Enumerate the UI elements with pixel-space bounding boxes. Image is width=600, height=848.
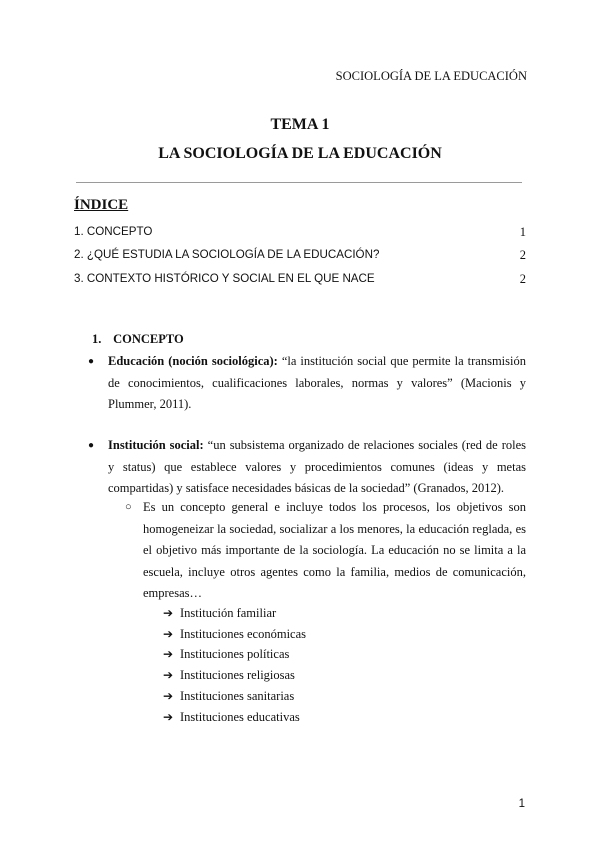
bullet-dot-icon: ● [88, 440, 95, 451]
sub-bullet [125, 497, 526, 605]
running-header: SOCIOLOGÍA DE LA EDUCACIÓN [335, 69, 527, 83]
section-title: CONCEPTO [113, 332, 184, 346]
toc-entry[interactable] [74, 248, 526, 263]
list-item-label: Instituciones sanitarias [180, 688, 295, 703]
toc-entry-page: 1 [519, 225, 526, 239]
page-number: 1 [518, 798, 525, 810]
sub-bullet-text: Es un concepto general e incluye todos los procesos, los objetivos son homogeneizar la sociedad, socializar a los menores, la educación reglada, es el objetivo más importante de la sociología. La educación no se limita a la escuela, incluye otros agentes como la familia, medios de comunicación, empresas… [143, 500, 526, 600]
arrow-right-icon: ➔ [163, 626, 174, 641]
arrow-right-icon: ➔ [163, 606, 174, 620]
institution-list [163, 603, 306, 727]
definition-bullet [88, 351, 526, 416]
definition-text: “un subsistema organizado de relaciones sociales (red de roles y status) que establece valores y procedimientos comunes (ideas y metas compartidas) y satisface necesidades básicas de la sociedad” (Granados, 2012). [108, 438, 526, 495]
arrow-right-icon: ➔ [163, 688, 174, 703]
list-item [163, 686, 306, 707]
document-subtitle: LA SOCIOLOGÍA DE LA EDUCACIÓN [158, 145, 442, 162]
toc-entry-page: 2 [519, 272, 526, 286]
toc-entry-page: 2 [519, 248, 526, 262]
bullet-circle-icon: ○ [125, 501, 132, 513]
list-item-label: Instituciones políticas [180, 647, 290, 662]
toc-entry-label: 1. CONCEPTO [74, 225, 153, 238]
bullet-dot-icon: ● [88, 356, 95, 367]
definition-bullet [88, 435, 526, 500]
definition-term: Institución social: [108, 438, 204, 452]
section-number: 1. [92, 332, 102, 346]
list-item-label: Institución familiar [180, 606, 277, 620]
toc-entry[interactable] [74, 225, 526, 240]
arrow-right-icon: ➔ [163, 709, 174, 724]
list-item [163, 707, 306, 728]
list-item-label: Instituciones educativas [180, 709, 300, 724]
arrow-right-icon: ➔ [163, 647, 174, 662]
arrow-right-icon: ➔ [163, 668, 174, 683]
list-item [163, 624, 306, 645]
list-item-label: Instituciones religiosas [180, 668, 295, 683]
list-item [163, 665, 306, 686]
toc-entry-label: 2. ¿QUÉ ESTUDIA LA SOCIOLOGÍA DE LA EDUCACIÓN? [74, 248, 380, 261]
index-heading: ÍNDICE [74, 197, 129, 213]
horizontal-divider [76, 182, 522, 183]
definition-term: Educación (noción sociológica): [108, 354, 278, 368]
toc-entry-label: 3. CONTEXTO HISTÓRICO Y SOCIAL EN EL QUE NACE [74, 272, 375, 285]
definition-text: “la institución social que permite la transmisión de conocimientos, cualificaciones laborales, normas y valores” (Macionis y Plummer, 2011). [108, 354, 526, 411]
toc-entry[interactable] [74, 272, 526, 287]
document-title: TEMA 1 [270, 116, 330, 133]
list-item-label: Instituciones económicas [180, 626, 307, 641]
section-heading [92, 332, 184, 347]
list-item [163, 603, 306, 624]
list-item [163, 644, 306, 665]
